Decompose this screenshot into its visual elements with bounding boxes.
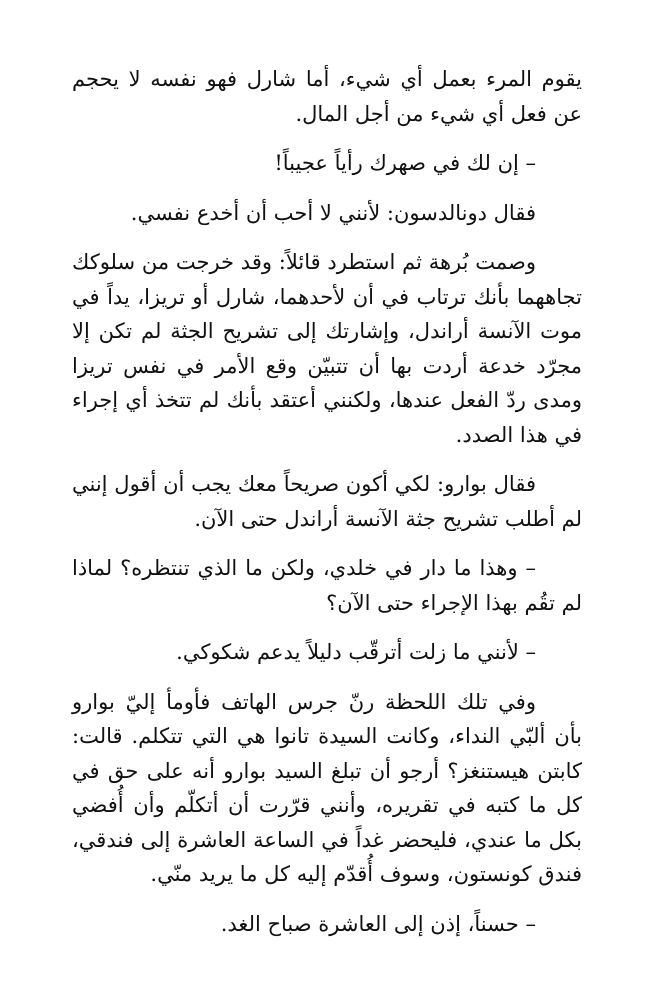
book-page-text — [72, 62, 582, 954]
paragraph: فقال دونالدسون: لأنني لا أحب أن أخدع نفسي. — [130, 200, 536, 225]
paragraph-dialogue: – لأنني ما زلت أترقّب دليلاً يدعم شكوكي. — [176, 640, 536, 664]
paragraph: فقال بوارو: لكي أكون صريحاً معك يجب أن أقول إنني لم أطلب تشريح جثة الآنسة أراندل حتى الآن. — [72, 472, 582, 531]
paragraph: يقوم المرء بعمل أي شيء، أما شارل فهو نفسه لا يحجم عن فعل أي شيء من أجل المال. — [72, 67, 582, 126]
paragraph: وصمت بُرهة ثم استطرد قائلاً: وقد خرجت من سلوكك تجاههما بأنك ترتاب في أن لأحدهما، شارل أو تريزا، يداً في موت الآنسة أراندل، وإشارتك إلى تشريح الجثة لم تكن إلا مجرّد خدعة أردت بها أن تتبيّن وقع الأمر في نفس تريزا ومدى ردّ الفعل عندها، ولكنني أعتقد بأنك لم تتخذ أي إجراء في هذا الصدد. — [72, 250, 582, 447]
paragraph-dialogue: – وهذا ما دار في خلدي، ولكن ما الذي تنتظره؟ لماذا لم تقُم بهذا الإجراء حتى الآن؟ — [72, 556, 582, 615]
paragraph: وفي تلك اللحظة رنّ جرس الهاتف فأومأ إليّ بوارو بأن ألبّي النداء، وكانت السيدة تانوا هي التي تتكلم. قالت: كابتن هيستنغز؟ أرجو أن تبلغ السيد بوارو أنه على حق في كل ما كتبه في تقريره، وأنني قرّرت أن أتكلّم وأن أُفضي بكل ما عندي، فليحضر غداً في الساعة العاشرة إلى فندقي، فندق كونستون، وسوف أُقدّم إليه كل ما يريد منّي. — [72, 689, 582, 886]
paragraph-dialogue: – حسناً، إذن إلى العاشرة صباح الغد. — [220, 911, 536, 936]
paragraph-dialogue: – إن لك في صهرك رأياً عجيباً! — [274, 151, 536, 175]
